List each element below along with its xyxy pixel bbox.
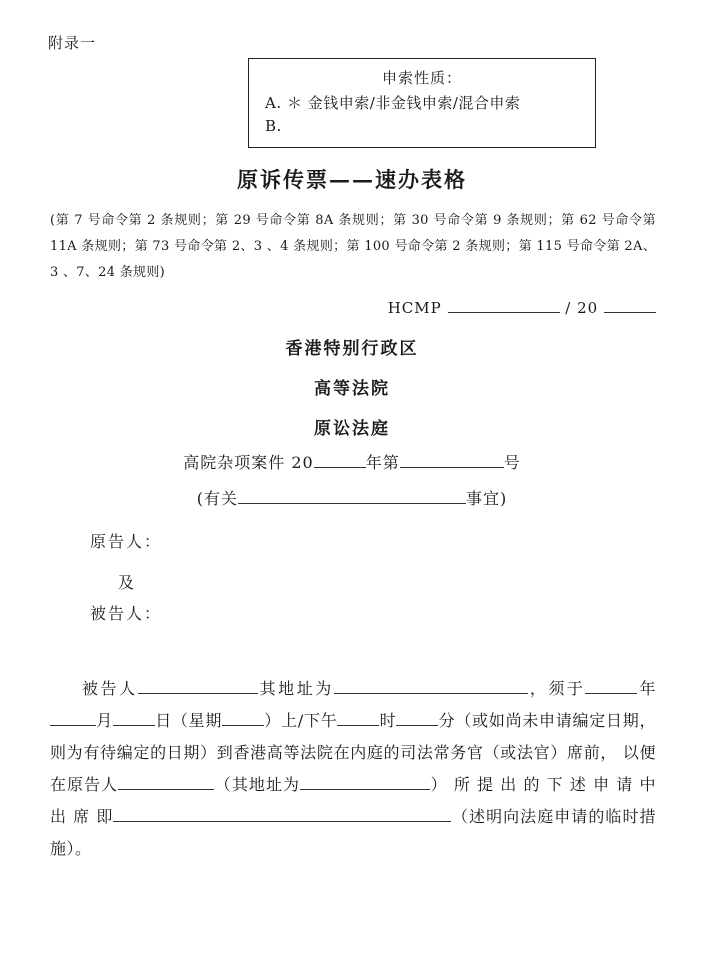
defendant-label: 被告人：: [90, 604, 163, 623]
matter-blank[interactable]: [238, 487, 466, 504]
body-line6-b: （述明向法庭申请的临时措: [451, 807, 656, 826]
rules-reference-note: (第 7 号命令第 2 条规则；第 29 号命令第 8A 条规则；第 30 号命令第 9 条规则；第 62 号命令第 11A 条规则；第 73 号命令第 2、3 、4 条规则；第 100 号命令第 2 条规则；第 115 号命令第 2A、3 、7、24 条规则): [50, 213, 656, 280]
body-paragraph: [50, 673, 656, 865]
claim-nature-box: [248, 58, 596, 148]
claim-option-b-marker: B.: [265, 116, 282, 135]
heading-region: 香港特别行政区: [285, 339, 419, 359]
body-line4-b: （其地址为: [214, 775, 301, 794]
year-blank[interactable]: [585, 677, 637, 694]
matter-line: [0, 486, 704, 509]
claim-nature-title: 申索性质：: [381, 69, 462, 87]
plaintiff-address-blank[interactable]: [300, 773, 430, 790]
case-number-suffix: 号: [503, 453, 521, 472]
hcmp-number-line: [0, 297, 656, 317]
application-detail-blank[interactable]: [113, 805, 451, 822]
body-line2-c: 日（星期: [154, 711, 223, 730]
case-number-prefix: 高院杂项案件 20: [183, 453, 314, 472]
body-line1-b: 其地址为: [257, 679, 334, 698]
hcmp-year-prefix: 20: [577, 299, 599, 317]
body-line5-b: ） 所 提 出 的 下 述 申 请 中 出 席 即: [50, 775, 656, 826]
heading-court: 高等法院: [314, 379, 390, 399]
defendant-address-blank[interactable]: [334, 677, 528, 694]
body-line2-a: 年: [637, 679, 656, 698]
hour-blank[interactable]: [337, 709, 379, 726]
body-line2-e: 时: [379, 711, 397, 730]
month-blank[interactable]: [50, 709, 96, 726]
defendant-name-blank[interactable]: [138, 677, 258, 694]
and-label: 及: [118, 573, 137, 592]
document-title: 原诉传票——速办表格: [237, 167, 467, 192]
heading-division: 原讼法庭: [314, 419, 390, 439]
matter-prefix: (有关: [196, 489, 238, 508]
body-line3: 未申请编定日期，则为有待编定的日期）到香港高等法院在内庭的司法: [50, 711, 656, 762]
weekday-blank[interactable]: [222, 709, 264, 726]
summons-body: [50, 673, 656, 865]
day-blank[interactable]: [113, 709, 155, 726]
body-line2-f: 分（或如尚: [438, 711, 523, 730]
hcmp-number-blank[interactable]: [448, 297, 560, 313]
minute-blank[interactable]: [396, 709, 438, 726]
body-line1-c: ，须于: [527, 679, 586, 698]
matter-suffix: 事宜): [466, 489, 508, 508]
claim-option-a-marker: A.: [265, 94, 282, 112]
plaintiff-name-blank[interactable]: [118, 773, 214, 790]
hcmp-prefix: HCMP: [387, 299, 442, 317]
body-line2-d: ）上/下午: [264, 711, 338, 730]
appendix-label: 附录一: [48, 34, 97, 52]
hcmp-separator: /: [565, 299, 572, 317]
case-number-serial-blank[interactable]: [400, 451, 504, 468]
body-line1-a: 被告人: [82, 679, 138, 698]
body-line4-a: 常务官（或法官）席前， 以便在原告人: [50, 743, 656, 794]
case-number-year-blank[interactable]: [314, 451, 366, 468]
claim-option-a[interactable]: [259, 92, 585, 115]
hcmp-year-blank[interactable]: [604, 297, 656, 313]
claim-option-a-text: ＊ 金钱申索/非金钱申索/混合申索: [287, 94, 521, 112]
plaintiff-label: 原告人：: [90, 532, 163, 551]
case-number-line: [0, 450, 704, 473]
claim-option-b[interactable]: [259, 115, 585, 138]
body-line2-b: 月: [96, 711, 113, 730]
case-number-mid: 年第: [365, 453, 400, 472]
body-line7: 施）。: [50, 839, 92, 858]
